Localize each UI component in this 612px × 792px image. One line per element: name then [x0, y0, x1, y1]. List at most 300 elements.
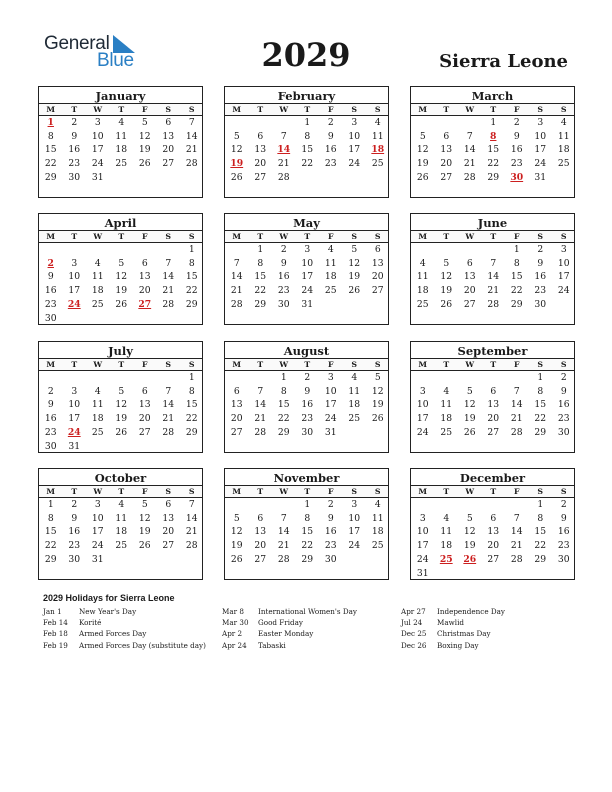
day-cell: 15	[534, 526, 547, 538]
day-cell: 27	[371, 285, 384, 297]
weekday-label: F	[513, 105, 520, 114]
day-cell: 14	[185, 512, 198, 524]
day-cell: 29	[301, 553, 314, 565]
holiday-day-cell: 2	[47, 257, 54, 269]
day-cell: 11	[416, 271, 429, 283]
day-cell: 6	[165, 499, 172, 510]
day-cell: 18	[557, 144, 570, 156]
day-cell: 10	[416, 526, 429, 538]
day-cell: 14	[230, 271, 243, 283]
day-cell: 7	[490, 257, 497, 269]
weekday-label: W	[465, 360, 475, 369]
day-cell: 23	[44, 426, 57, 438]
day-cell: 25	[416, 298, 429, 310]
day-cell: 23	[534, 285, 547, 297]
day-cell: 8	[280, 385, 287, 397]
day-cell: 30	[557, 553, 570, 565]
day-cell: 21	[230, 285, 243, 297]
day-cell: 9	[537, 257, 544, 269]
weekday-label: F	[327, 105, 334, 114]
day-cell: 23	[44, 298, 57, 310]
holiday-date: Dec 25	[401, 629, 427, 639]
day-cell: 2	[513, 117, 520, 128]
day-cell: 9	[71, 130, 78, 142]
weekday-label: W	[93, 105, 103, 114]
weekday-label: S	[560, 487, 567, 496]
day-cell: 1	[188, 372, 195, 383]
day-cell: 21	[162, 285, 175, 297]
day-cell: 9	[327, 130, 334, 142]
day-cell: 12	[416, 144, 429, 156]
month-june	[410, 213, 575, 325]
day-cell: 28	[277, 553, 290, 565]
day-cell: 14	[277, 526, 290, 538]
day-cell: 26	[115, 426, 128, 438]
day-cell: 9	[304, 385, 311, 397]
day-cell: 7	[513, 385, 520, 397]
day-cell: 28	[463, 171, 476, 183]
day-cell: 17	[534, 144, 547, 156]
day-cell: 18	[91, 413, 104, 425]
day-cell: 18	[115, 144, 128, 156]
day-cell: 2	[327, 499, 334, 510]
day-cell: 24	[348, 540, 361, 552]
weekday-label: W	[93, 232, 103, 241]
day-cell: 24	[324, 413, 337, 425]
day-cell: 29	[254, 298, 267, 310]
day-cell: 13	[487, 399, 500, 411]
weekday-label: M	[232, 360, 242, 369]
weekday-label: W	[279, 487, 289, 496]
day-cell: 19	[463, 413, 476, 425]
logo-word-blue: Blue	[97, 50, 134, 71]
day-cell: 25	[371, 158, 384, 170]
holiday-day-cell: 19	[230, 158, 244, 170]
day-cell: 28	[510, 426, 523, 438]
month-september	[410, 341, 575, 453]
day-cell: 29	[534, 553, 547, 565]
holiday-date: Dec 26	[401, 640, 427, 650]
day-cell: 11	[91, 271, 104, 283]
day-cell: 15	[277, 399, 290, 411]
day-cell: 25	[324, 285, 337, 297]
day-cell: 11	[115, 512, 128, 524]
weekday-label: M	[46, 232, 56, 241]
day-cell: 17	[416, 540, 429, 552]
weekday-label: S	[537, 360, 544, 369]
day-cell: 3	[71, 385, 78, 397]
day-cell: 11	[371, 130, 384, 142]
weekday-header-row	[411, 230, 574, 243]
weekday-label: S	[560, 105, 567, 114]
day-cell: 14	[463, 144, 476, 156]
day-cell: 31	[416, 567, 429, 579]
day-cell: 31	[324, 426, 337, 438]
day-cell: 22	[44, 158, 57, 170]
day-cell: 19	[115, 413, 128, 425]
day-cell: 30	[534, 298, 547, 310]
day-cell: 6	[257, 512, 264, 524]
day-cell: 21	[254, 413, 267, 425]
day-cell: 21	[510, 540, 523, 552]
day-cell: 29	[487, 171, 500, 183]
day-cell: 30	[68, 171, 81, 183]
day-cell: 17	[301, 271, 314, 283]
holiday-day-cell: 18	[371, 144, 385, 156]
day-cell: 27	[162, 540, 175, 552]
day-cell: 2	[304, 372, 311, 383]
weekday-label: M	[46, 105, 56, 114]
day-cell: 4	[94, 385, 101, 397]
day-cell: 19	[371, 399, 384, 411]
day-cell: 10	[534, 130, 547, 142]
day-cell: 22	[301, 158, 314, 170]
holiday-day-cell: 14	[277, 144, 291, 156]
day-cell: 26	[371, 413, 384, 425]
day-cell: 6	[141, 385, 148, 397]
day-cell: 10	[324, 385, 337, 397]
weekday-label: T	[118, 232, 125, 241]
day-cell: 7	[233, 257, 240, 269]
weekday-label: M	[46, 487, 56, 496]
day-cell: 12	[440, 271, 453, 283]
day-cell: 16	[324, 526, 337, 538]
country-name: Sierra Leone	[439, 51, 568, 72]
weekday-label: S	[165, 487, 172, 496]
weekday-label: W	[279, 360, 289, 369]
day-cell: 7	[280, 512, 287, 524]
day-cell: 27	[254, 553, 267, 565]
weekday-label: S	[351, 360, 358, 369]
weekday-label: S	[351, 487, 358, 496]
month-october	[38, 468, 203, 580]
day-cell: 2	[537, 244, 544, 255]
day-cell: 14	[185, 130, 198, 142]
day-cell: 2	[560, 499, 567, 510]
day-cell: 22	[185, 413, 198, 425]
day-cell: 13	[487, 526, 500, 538]
day-cell: 1	[47, 499, 54, 510]
day-cell: 28	[162, 298, 175, 310]
day-cell: 4	[374, 117, 381, 128]
day-cell: 28	[162, 426, 175, 438]
holidays-title: 2029 Holidays for Sierra Leone	[43, 593, 175, 603]
weekday-label: F	[141, 487, 148, 496]
day-cell: 28	[510, 553, 523, 565]
day-cell: 10	[348, 512, 361, 524]
day-cell: 22	[277, 413, 290, 425]
day-cell: 18	[91, 285, 104, 297]
day-cell: 8	[47, 512, 54, 524]
day-cell: 18	[115, 526, 128, 538]
day-cell: 3	[304, 244, 311, 255]
weekday-label: T	[443, 360, 450, 369]
day-cell: 21	[510, 413, 523, 425]
day-cell: 22	[44, 540, 57, 552]
day-cell: 1	[280, 372, 287, 383]
day-cell: 3	[560, 244, 567, 255]
weekday-label: T	[71, 232, 78, 241]
day-cell: 24	[91, 158, 104, 170]
holiday-day-cell: 24	[67, 298, 81, 310]
day-cell: 11	[91, 399, 104, 411]
day-cell: 30	[324, 553, 337, 565]
day-cell: 27	[230, 426, 243, 438]
day-cell: 16	[557, 526, 570, 538]
day-cell: 29	[44, 171, 57, 183]
day-cell: 25	[557, 158, 570, 170]
day-cell: 26	[115, 298, 128, 310]
day-cell: 16	[68, 526, 81, 538]
day-cell: 3	[419, 512, 426, 524]
weekday-header-row	[225, 358, 388, 371]
day-cell: 20	[254, 540, 267, 552]
weekday-header-row	[225, 485, 388, 498]
weekday-header-row	[225, 103, 388, 116]
day-cell: 27	[138, 426, 151, 438]
day-cell: 6	[257, 130, 264, 142]
day-cell: 24	[348, 158, 361, 170]
month-title: June	[477, 216, 508, 230]
day-cell: 13	[440, 144, 453, 156]
day-cell: 20	[162, 526, 175, 538]
day-cell: 21	[277, 540, 290, 552]
day-cell: 16	[534, 271, 547, 283]
day-cell: 5	[443, 257, 450, 269]
day-cell: 28	[230, 298, 243, 310]
month-title: September	[457, 344, 528, 358]
day-cell: 10	[557, 257, 570, 269]
weekday-label: T	[257, 232, 264, 241]
day-cell: 25	[115, 158, 128, 170]
day-cell: 18	[416, 285, 429, 297]
day-cell: 13	[138, 399, 151, 411]
weekday-label: T	[443, 487, 450, 496]
weekday-header-row	[39, 358, 202, 371]
weekday-label: S	[165, 232, 172, 241]
weekday-label: F	[141, 232, 148, 241]
day-cell: 31	[91, 171, 104, 183]
day-cell: 9	[560, 385, 567, 397]
day-cell: 8	[537, 512, 544, 524]
weekday-label: W	[279, 232, 289, 241]
day-cell: 25	[91, 426, 104, 438]
day-cell: 16	[301, 399, 314, 411]
day-cell: 14	[487, 271, 500, 283]
day-cell: 19	[348, 271, 361, 283]
day-cell: 15	[510, 271, 523, 283]
day-cell: 13	[254, 144, 267, 156]
day-cell: 13	[371, 257, 384, 269]
day-cell: 5	[233, 130, 240, 142]
day-cell: 10	[416, 399, 429, 411]
day-cell: 3	[94, 117, 101, 128]
weekday-label: S	[537, 105, 544, 114]
weekday-label: S	[351, 105, 358, 114]
weekday-header-row	[411, 485, 574, 498]
weekday-label: M	[418, 360, 428, 369]
weekday-label: S	[560, 360, 567, 369]
day-cell: 6	[141, 257, 148, 269]
day-cell: 20	[162, 144, 175, 156]
day-cell: 2	[71, 117, 78, 128]
day-cell: 14	[510, 399, 523, 411]
day-cell: 20	[138, 413, 151, 425]
day-cell: 9	[47, 399, 54, 411]
weekday-label: F	[513, 360, 520, 369]
day-cell: 26	[138, 158, 151, 170]
day-cell: 2	[560, 372, 567, 383]
day-cell: 15	[44, 526, 57, 538]
day-cell: 5	[118, 385, 125, 397]
day-cell: 8	[188, 257, 195, 269]
weekday-label: T	[443, 232, 450, 241]
day-cell: 9	[513, 130, 520, 142]
day-cell: 24	[416, 426, 429, 438]
month-title: January	[95, 89, 146, 103]
day-cell: 17	[557, 271, 570, 283]
month-title: November	[273, 471, 340, 485]
day-cell: 18	[440, 413, 453, 425]
day-cell: 25	[371, 540, 384, 552]
day-cell: 17	[91, 526, 104, 538]
weekday-label: T	[490, 487, 497, 496]
weekday-label: S	[374, 360, 381, 369]
day-cell: 9	[327, 512, 334, 524]
month-title: March	[471, 89, 514, 103]
weekday-header-row	[411, 358, 574, 371]
day-cell: 20	[487, 413, 500, 425]
day-cell: 1	[513, 244, 520, 255]
weekday-label: T	[257, 105, 264, 114]
month-january	[38, 86, 203, 198]
day-cell: 1	[188, 244, 195, 255]
day-cell: 28	[487, 298, 500, 310]
weekday-label: T	[71, 105, 78, 114]
weekday-label: T	[71, 360, 78, 369]
day-cell: 3	[537, 117, 544, 128]
day-cell: 16	[557, 399, 570, 411]
holiday-day-cell: 25	[439, 553, 453, 565]
day-cell: 25	[440, 426, 453, 438]
holiday-day-cell: 26	[463, 553, 477, 565]
weekday-header-row	[39, 230, 202, 243]
day-cell: 15	[487, 144, 500, 156]
day-cell: 8	[513, 257, 520, 269]
day-cell: 21	[463, 158, 476, 170]
day-cell: 6	[374, 244, 381, 255]
day-cell: 24	[534, 158, 547, 170]
day-cell: 23	[68, 158, 81, 170]
day-cell: 6	[490, 385, 497, 397]
day-cell: 28	[185, 158, 198, 170]
day-cell: 8	[304, 130, 311, 142]
weekday-label: T	[257, 487, 264, 496]
day-cell: 25	[348, 413, 361, 425]
weekday-label: S	[188, 105, 195, 114]
day-cell: 4	[118, 499, 125, 510]
day-cell: 22	[534, 540, 547, 552]
page-title-year: 2029	[261, 36, 351, 74]
day-cell: 16	[277, 271, 290, 283]
day-cell: 14	[510, 526, 523, 538]
day-cell: 12	[138, 130, 151, 142]
day-cell: 30	[68, 553, 81, 565]
day-cell: 17	[416, 413, 429, 425]
day-cell: 12	[115, 399, 128, 411]
holiday-day-cell: 27	[138, 298, 152, 310]
day-cell: 1	[304, 499, 311, 510]
day-cell: 12	[230, 526, 243, 538]
day-cell: 26	[230, 171, 243, 183]
day-cell: 7	[280, 130, 287, 142]
day-cell: 27	[162, 158, 175, 170]
weekday-label: W	[93, 487, 103, 496]
holiday-date: Apr 2	[222, 629, 243, 639]
day-cell: 6	[233, 385, 240, 397]
day-cell: 22	[254, 285, 267, 297]
day-cell: 4	[118, 117, 125, 128]
holiday-name: Armed Forces Day	[79, 629, 147, 639]
day-cell: 22	[185, 285, 198, 297]
weekday-label: S	[165, 360, 172, 369]
day-cell: 5	[374, 372, 381, 383]
weekday-header-row	[39, 485, 202, 498]
weekday-label: T	[304, 232, 311, 241]
day-cell: 10	[68, 271, 81, 283]
day-cell: 3	[327, 372, 334, 383]
day-cell: 9	[560, 512, 567, 524]
day-cell: 15	[301, 144, 314, 156]
day-cell: 11	[440, 526, 453, 538]
day-cell: 22	[510, 285, 523, 297]
day-cell: 19	[463, 540, 476, 552]
holiday-name: New Year's Day	[79, 607, 137, 616]
day-cell: 23	[557, 413, 570, 425]
weekday-label: W	[465, 487, 475, 496]
weekday-header-row	[39, 103, 202, 116]
day-cell: 15	[185, 399, 198, 411]
day-cell: 23	[510, 158, 523, 170]
weekday-label: T	[304, 487, 311, 496]
day-cell: 21	[277, 158, 290, 170]
holiday-name: Armed Forces Day (substitute day)	[79, 640, 206, 650]
day-cell: 9	[280, 257, 287, 269]
day-cell: 28	[185, 540, 198, 552]
day-cell: 7	[188, 499, 195, 510]
weekday-label: W	[465, 232, 475, 241]
day-cell: 17	[348, 144, 361, 156]
weekday-label: T	[304, 360, 311, 369]
day-cell: 7	[165, 385, 172, 397]
month-july	[38, 341, 203, 453]
day-cell: 3	[71, 257, 78, 269]
day-cell: 17	[324, 399, 337, 411]
day-cell: 4	[94, 257, 101, 269]
holiday-name: Tabaski	[258, 640, 286, 650]
day-cell: 1	[304, 117, 311, 128]
day-cell: 7	[257, 385, 264, 397]
month-title: October	[94, 471, 147, 485]
weekday-label: M	[232, 487, 242, 496]
day-cell: 5	[351, 244, 358, 255]
holiday-date: Feb 19	[43, 640, 68, 650]
month-title: July	[108, 344, 133, 358]
day-cell: 3	[351, 117, 358, 128]
day-cell: 27	[254, 171, 267, 183]
weekday-label: F	[327, 360, 334, 369]
weekday-label: T	[490, 360, 497, 369]
